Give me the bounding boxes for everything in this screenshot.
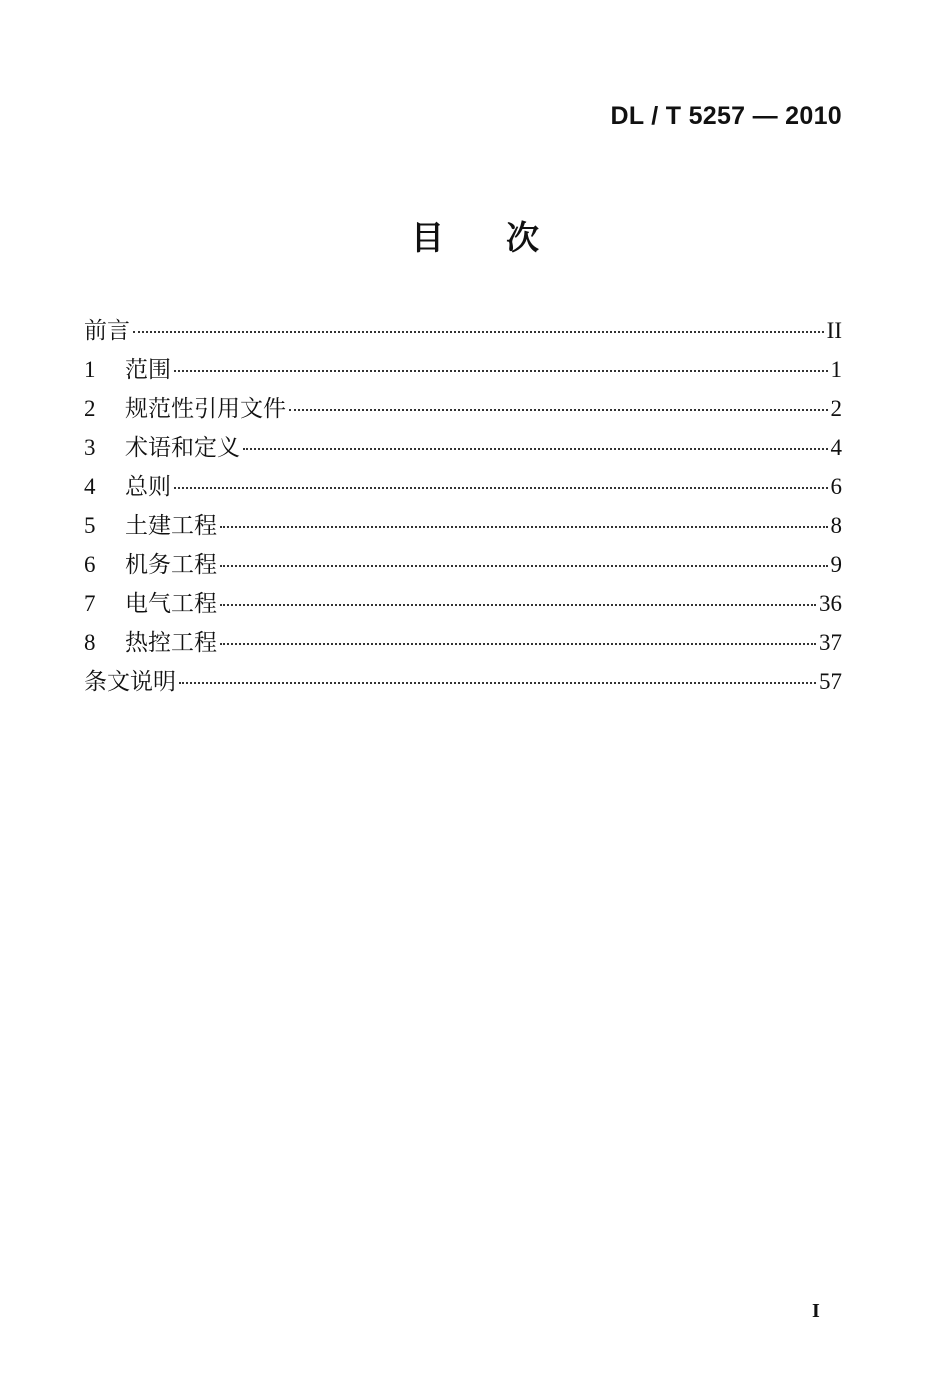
- toc-entry-label: 土建工程: [125, 513, 217, 539]
- toc-entry-electrical-works[interactable]: [84, 584, 842, 623]
- toc-entry-number: 6: [84, 552, 96, 577]
- toc-entry-thermal-control-works[interactable]: [84, 623, 842, 662]
- toc-entry-civil-works[interactable]: [84, 506, 842, 545]
- toc-entry-explanation-of-provisions[interactable]: [84, 662, 842, 701]
- toc-entry-label: 术语和定义: [125, 435, 240, 461]
- toc-entry-number: 8: [84, 630, 96, 655]
- toc-entry-scope[interactable]: [84, 350, 842, 389]
- toc-entry-terms-definitions[interactable]: [84, 428, 842, 467]
- toc-entry-page: 36: [819, 591, 842, 616]
- toc-title: 目次: [411, 218, 601, 257]
- toc-entry-normative-references[interactable]: [84, 389, 842, 428]
- toc-entry-page: 2: [830, 396, 842, 421]
- table-of-contents: [84, 311, 842, 701]
- toc-entry-page: 8: [830, 513, 842, 538]
- dot-leader: [220, 604, 816, 606]
- toc-entry-page: 1: [830, 357, 842, 382]
- toc-entry-label: 总则: [125, 474, 171, 500]
- toc-entry-label: 范围: [125, 357, 171, 383]
- toc-entry-label: 条文说明: [84, 669, 176, 695]
- dot-leader: [220, 565, 828, 567]
- toc-entry-label: 规范性引用文件: [125, 396, 286, 422]
- dot-leader: [179, 682, 816, 684]
- toc-entry-label: 机务工程: [125, 552, 217, 578]
- toc-entry-page: 37: [819, 630, 842, 655]
- toc-entry-page: II: [826, 318, 842, 343]
- toc-entry-label: 热控工程: [125, 630, 217, 656]
- toc-entry-label: 前言: [84, 318, 130, 344]
- toc-entry-number: 7: [84, 591, 96, 616]
- toc-entry-general[interactable]: [84, 467, 842, 506]
- toc-entry-label: 电气工程: [125, 591, 217, 617]
- toc-entry-page: 9: [830, 552, 842, 577]
- toc-entry-number: 4: [84, 474, 96, 499]
- toc-entry-number: 3: [84, 435, 96, 460]
- dot-leader: [174, 370, 828, 372]
- standard-code: DL / T 5257 — 2010: [610, 102, 842, 130]
- toc-entry-page: 57: [819, 669, 842, 694]
- dot-leader: [289, 409, 828, 411]
- toc-entry-number: 1: [84, 357, 96, 382]
- dot-leader: [220, 526, 828, 528]
- dot-leader: [174, 487, 828, 489]
- dot-leader: [220, 643, 816, 645]
- toc-entry-mechanical-works[interactable]: [84, 545, 842, 584]
- toc-entry-page: 4: [830, 435, 842, 460]
- dot-leader: [133, 331, 824, 333]
- dot-leader: [243, 448, 828, 450]
- toc-entry-number: 5: [84, 513, 96, 538]
- page-number: I: [812, 1300, 820, 1322]
- toc-entry-page: 6: [830, 474, 842, 499]
- toc-entry-foreword[interactable]: [84, 311, 842, 350]
- toc-entry-number: 2: [84, 396, 96, 421]
